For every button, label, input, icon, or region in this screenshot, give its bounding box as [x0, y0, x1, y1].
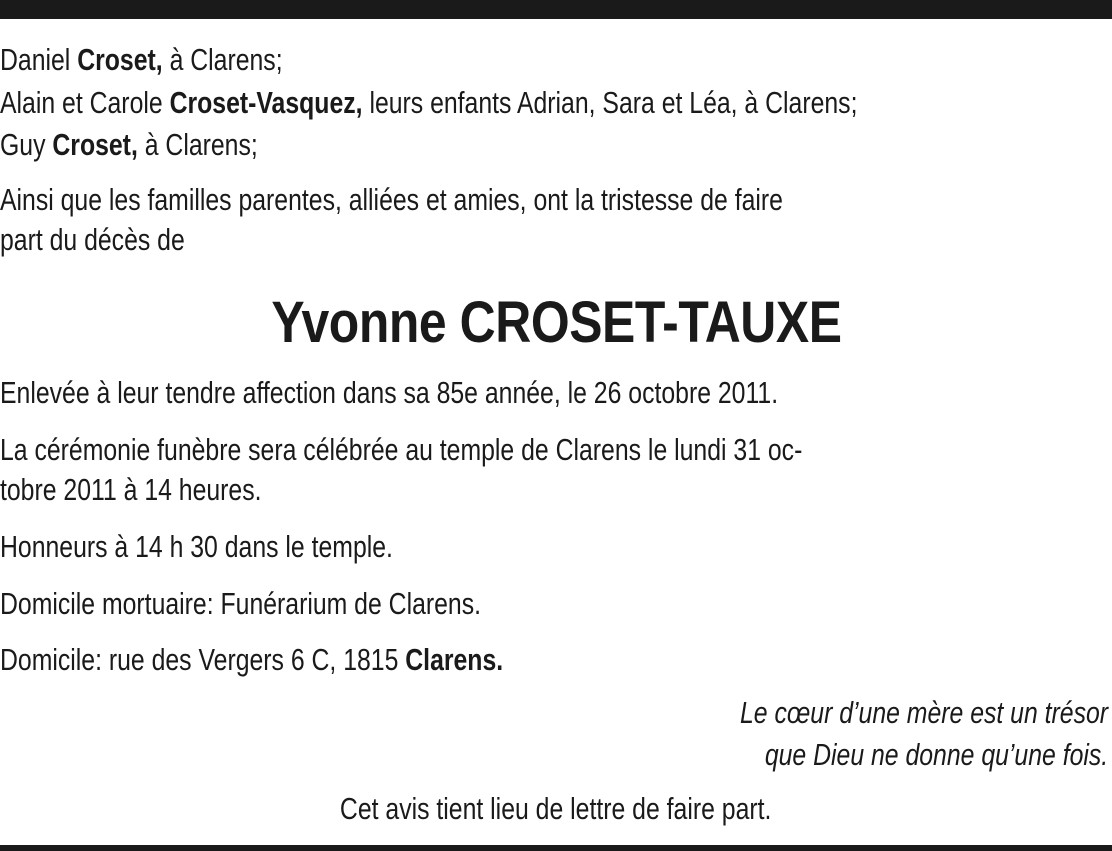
honours-text: Honneurs à 14 h 30 dans le temple. [0, 529, 393, 564]
closing-note: Cet avis tient lieu de lettre de faire part. [340, 791, 772, 826]
intro-line-1: Ainsi que les familles parentes, alliées et amies, ont la tristesse de faire [0, 182, 783, 217]
mortuary-text: Domicile mortuaire: Funérarium de Clarens. [0, 586, 482, 621]
quote-line-2: que Dieu ne donne qu’une fois. [764, 737, 1108, 772]
family-line-guy: Guy Croset, à Clarens; [0, 127, 258, 162]
family-line-alain-carole: Alain et Carole Croset-Vasquez, leurs enfants Adrian, Sara et Léa, à Clarens; [0, 85, 858, 120]
domicile-text: Domicile: rue des Vergers 6 C, 1815 Clarens. [0, 642, 504, 677]
quote-line-1: Le cœur d’une mère est un trésor [739, 695, 1108, 730]
domicile-city: Clarens. [405, 642, 504, 677]
family-name: Croset, [77, 42, 163, 77]
family-name: Croset, [52, 127, 138, 162]
deceased-name: Yvonne CROSET-TAUXE [270, 290, 842, 355]
ceremony-line-2: tobre 2011 à 14 heures. [0, 472, 262, 507]
bottom-rule [0, 845, 1112, 851]
family-line-daniel: Daniel Croset, à Clarens; [0, 42, 283, 77]
intro-line-2: part du décès de [0, 222, 185, 257]
taken-text: Enlevée à leur tendre affection dans sa 85e année, le 26 octobre 2011. [0, 375, 779, 410]
ceremony-line-1: La cérémonie funèbre sera célébrée au temple de Clarens le lundi 31 oc- [0, 432, 803, 467]
top-rule [0, 0, 1112, 19]
family-name: Croset-Vasquez, [169, 85, 363, 120]
